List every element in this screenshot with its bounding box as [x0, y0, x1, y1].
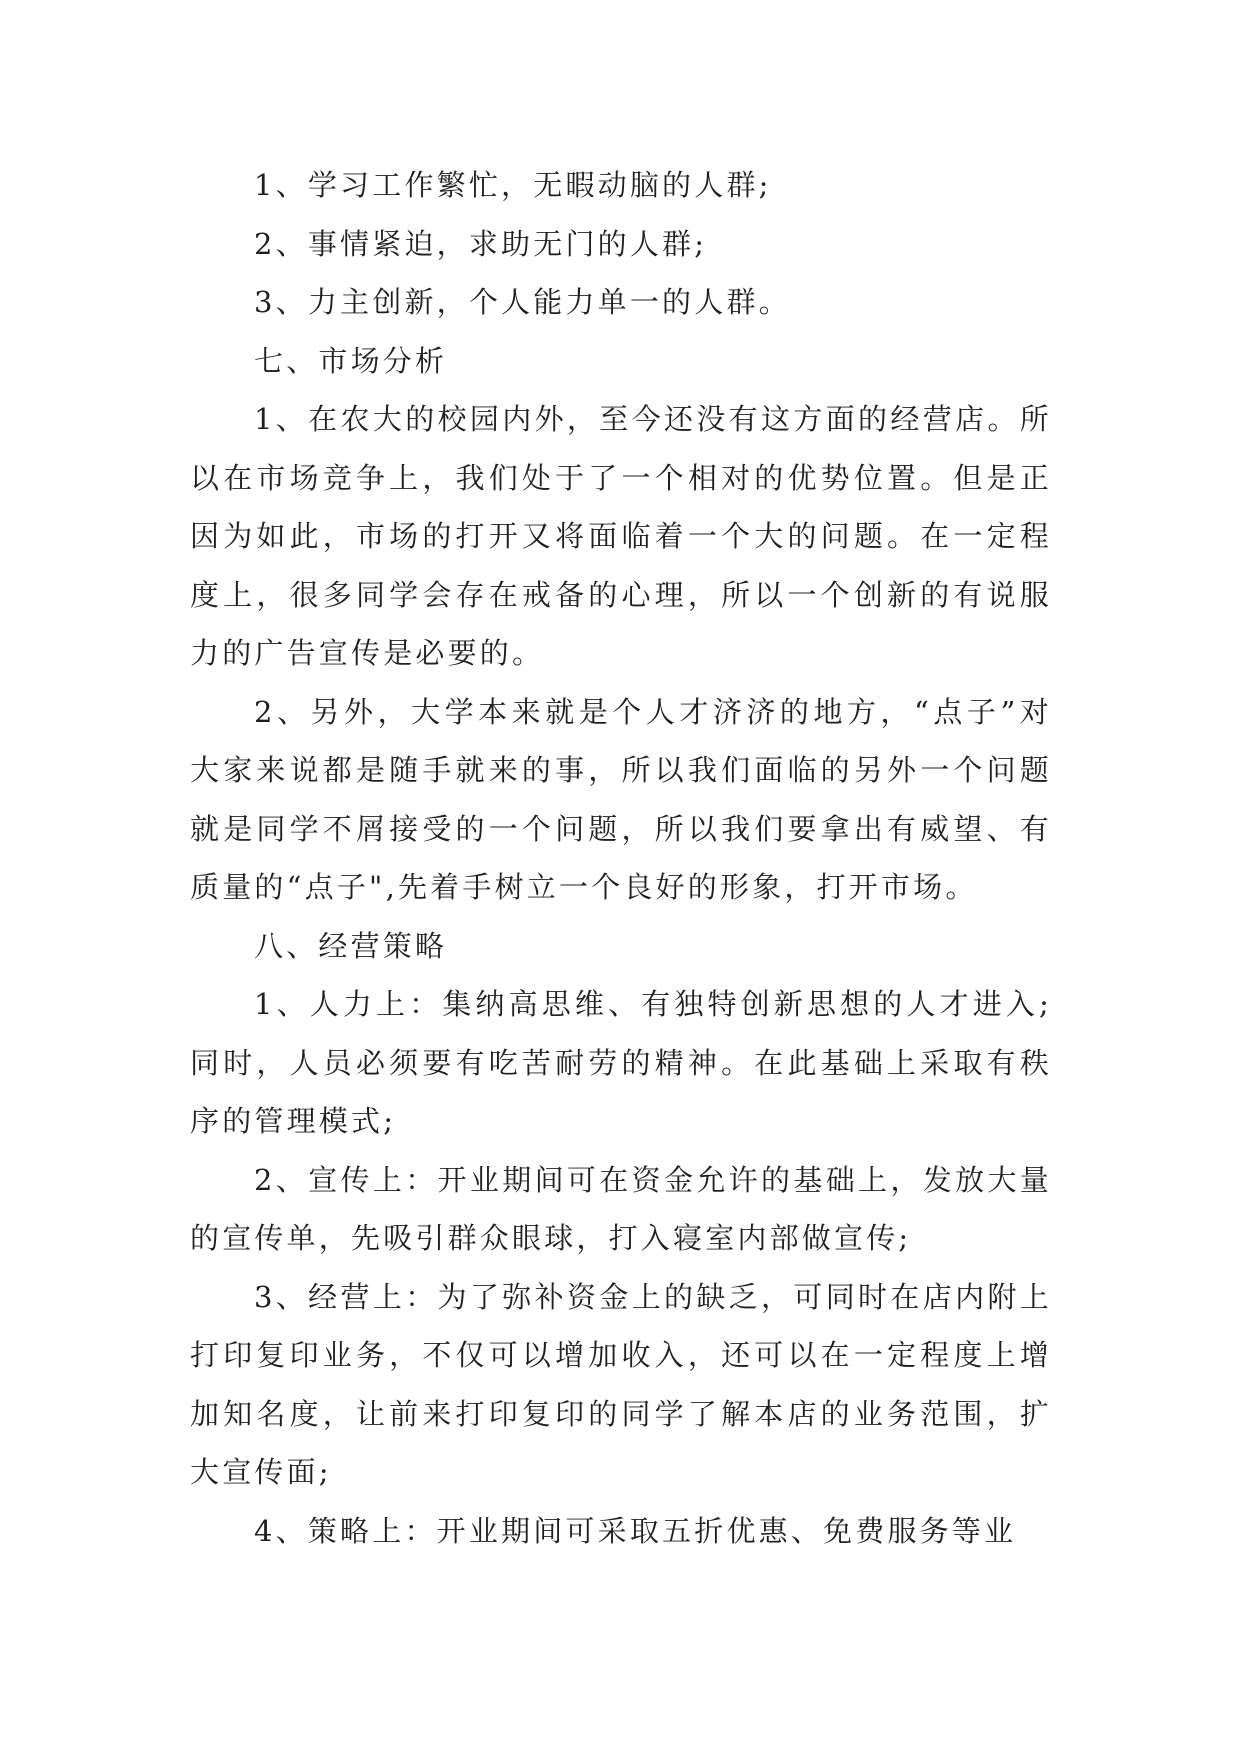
- strategy-paragraph-2: 2、宣传上：开业期间可在资金允许的基础上，发放大量的宣传单，先吸引群众眼球，打入寝室内部做宣传;: [190, 1162, 1052, 1255]
- list-item-audience-1: 1、学习工作繁忙，无暇动脑的人群;: [254, 168, 772, 202]
- strategy-paragraph-1: 1、人力上：集纳高思维、有独特创新思想的人才进入;同时，人员必须要有吃苦耐劳的精神。在此基础上采取有秩序的管理模式;: [190, 987, 1052, 1138]
- strategy-paragraph-4: 4、策略上：开业期间可采取五折优惠、免费服务等业: [254, 1513, 1017, 1548]
- list-item-audience-2: 2、事情紧迫，求助无门的人群;: [254, 226, 708, 261]
- market-analysis-paragraph-1: 1、在农大的校园内外，至今还没有这方面的经营店。所以在市场竞争上，我们处于了一个相对的优势位置。但是正因为如此，市场的打开又将面临着一个大的问题。在一定程度上，很多同学会存在戒备的心理，所以一个创新的有说服力的广告宣传是必要的。: [190, 402, 1052, 670]
- section-heading-market-analysis: 七、市场分析: [254, 343, 448, 378]
- strategy-paragraph-3: 3、经营上：为了弥补资金上的缺乏，可同时在店内附上打印复印业务，不仅可以增加收入，还可以在一定程度上增加知名度，让前来打印复印的同学了解本店的业务范围，扩大宣传面;: [190, 1279, 1052, 1489]
- list-item-audience-3: 3、力主创新，个人能力单一的人群。: [254, 285, 791, 319]
- section-heading-business-strategy: 八、经营策略: [254, 928, 448, 963]
- market-analysis-paragraph-2: 2、另外，大学本来就是个人才济济的地方，“点子”对大家来说都是随手就来的事，所以我们面临的另外一个问题就是同学不屑接受的一个问题，所以我们要拿出有威望、有质量的“点子",先着手树立一个良好的形象，打开市场。: [190, 694, 1052, 904]
- document-body: [190, 156, 1052, 1560]
